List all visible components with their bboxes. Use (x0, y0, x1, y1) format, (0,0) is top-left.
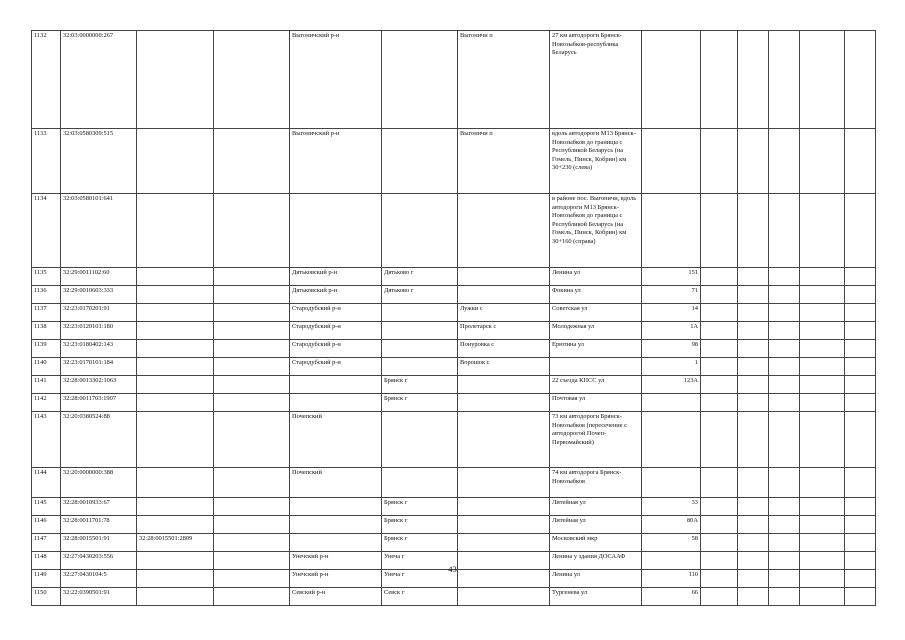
column-11-cell (701, 468, 738, 498)
column-13-cell (769, 31, 800, 129)
city-cell (382, 322, 458, 340)
column-4-cell (214, 286, 290, 304)
table-row (32, 322, 876, 340)
row-number-cell: 1143 (32, 412, 61, 468)
column-14-cell (800, 268, 845, 286)
settlement-cell (458, 194, 550, 268)
column-15-cell (845, 394, 876, 412)
street-cell: Литейная ул (550, 516, 642, 534)
house-number-cell: 14 (642, 304, 701, 322)
settlement-cell (458, 412, 550, 468)
street-cell: Московский мкр (550, 534, 642, 552)
house-number-cell: 151 (642, 268, 701, 286)
column-4-cell (214, 588, 290, 606)
table-row (32, 268, 876, 286)
row-number-cell: 1147 (32, 534, 61, 552)
settlement-cell (458, 394, 550, 412)
district-cell: Унечский р-н (290, 570, 382, 588)
column-13-cell (769, 588, 800, 606)
settlement-cell: Ворошок с (458, 358, 550, 376)
row-number-cell: 1149 (32, 570, 61, 588)
column-14-cell (800, 129, 845, 194)
column-13-cell (769, 412, 800, 468)
district-cell: Севский р-н (290, 588, 382, 606)
street-cell: в районе пос. Выгоничи, вдоль автодороги М13 Брянск- Новозыбков до границы с Республикой Беларусь (на Гомель, Пинск, Кобрин) км 30+160 (справа) (550, 194, 642, 268)
row-number-cell: 1139 (32, 340, 61, 358)
page-number: 43 (448, 564, 457, 574)
column-15-cell (845, 31, 876, 129)
district-cell: Дятьковский р-н (290, 286, 382, 304)
column-15-cell (845, 286, 876, 304)
column-4-cell (214, 498, 290, 516)
cadastral-number-cell: 32:23:0120101:180 (61, 322, 137, 340)
district-cell: Почепский (290, 468, 382, 498)
street-cell: 27 км автодороги Брянск-Новозыбков-республика Беларусь (550, 31, 642, 129)
district-cell: Стародубский р-н (290, 322, 382, 340)
column-14-cell (800, 468, 845, 498)
house-number-cell (642, 394, 701, 412)
column-12-cell (738, 129, 769, 194)
city-cell: Брянск г (382, 534, 458, 552)
column-4-cell (214, 304, 290, 322)
street-cell: 22 съезда КПСС ул (550, 376, 642, 394)
table-body (32, 31, 876, 606)
street-cell: вдоль автодороги М13 Брянск- Новозыбков до границы с Республикой Беларусь (на Гомель, Пинск, Кобрин) км 30+230 (слева) (550, 129, 642, 194)
column-11-cell (701, 322, 738, 340)
column-11-cell (701, 286, 738, 304)
street-cell: Ленина ул (550, 268, 642, 286)
column-12-cell (738, 588, 769, 606)
column-11-cell (701, 31, 738, 129)
city-cell (382, 129, 458, 194)
column-13-cell (769, 268, 800, 286)
column-14-cell (800, 516, 845, 534)
column-4-cell (214, 534, 290, 552)
cadastral-number-cell: 32:23:0180402:143 (61, 340, 137, 358)
city-cell: Дятьково г (382, 286, 458, 304)
settlement-cell: Пролетарск с (458, 322, 550, 340)
cadastral-number-cell: 32:03:0580309:515 (61, 129, 137, 194)
cadastral-number-2-cell (137, 516, 214, 534)
row-number-cell: 1138 (32, 322, 61, 340)
city-cell: Севск г (382, 588, 458, 606)
column-11-cell (701, 304, 738, 322)
house-number-cell: 110 (642, 570, 701, 588)
settlement-cell (458, 588, 550, 606)
column-12-cell (738, 268, 769, 286)
house-number-cell: 58 (642, 534, 701, 552)
column-14-cell (800, 534, 845, 552)
column-14-cell (800, 194, 845, 268)
cadastral-number-2-cell (137, 194, 214, 268)
street-cell: Фокина ул (550, 286, 642, 304)
column-13-cell (769, 129, 800, 194)
row-number-cell: 1146 (32, 516, 61, 534)
column-11-cell (701, 516, 738, 534)
column-15-cell (845, 322, 876, 340)
settlement-cell (458, 498, 550, 516)
row-number-cell: 1150 (32, 588, 61, 606)
district-cell (290, 376, 382, 394)
cadastral-number-2-cell (137, 358, 214, 376)
cadastral-number-2-cell (137, 376, 214, 394)
column-12-cell (738, 468, 769, 498)
cadastral-number-2-cell (137, 468, 214, 498)
settlement-cell (458, 286, 550, 304)
city-cell (382, 468, 458, 498)
column-13-cell (769, 304, 800, 322)
table-row (32, 340, 876, 358)
column-12-cell (738, 516, 769, 534)
column-15-cell (845, 268, 876, 286)
column-4-cell (214, 516, 290, 534)
cadastral-number-2-cell (137, 340, 214, 358)
cadastral-number-cell: 32:03:0000000:267 (61, 31, 137, 129)
column-12-cell (738, 358, 769, 376)
district-cell (290, 194, 382, 268)
cadastral-number-cell: 32:23:0170201:91 (61, 304, 137, 322)
district-cell: Стародубский р-н (290, 358, 382, 376)
row-number-cell: 1132 (32, 31, 61, 129)
cadastral-number-cell: 32:22:0390501:91 (61, 588, 137, 606)
column-15-cell (845, 588, 876, 606)
column-13-cell (769, 468, 800, 498)
street-cell: Почтовая ул (550, 394, 642, 412)
column-12-cell (738, 534, 769, 552)
city-cell: Брянск г (382, 394, 458, 412)
cadastral-number-2-cell (137, 304, 214, 322)
cadastral-number-cell: 32:20:0000000:388 (61, 468, 137, 498)
column-11-cell (701, 498, 738, 516)
city-cell (382, 340, 458, 358)
column-15-cell (845, 194, 876, 268)
table-row (32, 588, 876, 606)
column-13-cell (769, 286, 800, 304)
table-row (32, 358, 876, 376)
table-row (32, 194, 876, 268)
table-row (32, 498, 876, 516)
table-row (32, 31, 876, 129)
city-cell: Унеча г (382, 552, 458, 570)
column-12-cell (738, 340, 769, 358)
column-13-cell (769, 498, 800, 516)
column-15-cell (845, 468, 876, 498)
house-number-cell (642, 194, 701, 268)
cadastral-number-cell: 32:03:0580101:641 (61, 194, 137, 268)
column-11-cell (701, 376, 738, 394)
settlement-cell: Лужки с (458, 304, 550, 322)
cadastral-number-2-cell: 32:28:0015501:2809 (137, 534, 214, 552)
street-cell: 74 км автодорога Брянск-Новозыбков (550, 468, 642, 498)
cadastral-number-cell: 32:28:0015501:91 (61, 534, 137, 552)
column-13-cell (769, 340, 800, 358)
district-cell: Стародубский р-н (290, 304, 382, 322)
house-number-cell (642, 412, 701, 468)
house-number-cell: 98 (642, 340, 701, 358)
column-4-cell (214, 412, 290, 468)
table-row (32, 394, 876, 412)
settlement-cell (458, 268, 550, 286)
cadastral-number-cell: 32:27:0430203:556 (61, 552, 137, 570)
column-4-cell (214, 376, 290, 394)
cadastral-number-2-cell (137, 394, 214, 412)
street-cell: 73 км автодороги Брянск-Новозыбков (пересечение с автодорогой Почеп-Первомайский) (550, 412, 642, 468)
column-15-cell (845, 498, 876, 516)
column-12-cell (738, 498, 769, 516)
row-number-cell: 1148 (32, 552, 61, 570)
column-14-cell (800, 394, 845, 412)
cadastral-number-cell: 32:28:0011703:1907 (61, 394, 137, 412)
cadastral-number-2-cell (137, 129, 214, 194)
street-cell: Ленина у здания ДОСААФ (550, 552, 642, 570)
city-cell (382, 304, 458, 322)
column-12-cell (738, 412, 769, 468)
house-number-cell: 71 (642, 286, 701, 304)
column-15-cell (845, 412, 876, 468)
house-number-cell (642, 129, 701, 194)
district-cell (290, 498, 382, 516)
city-cell: Брянск г (382, 376, 458, 394)
column-13-cell (769, 394, 800, 412)
table-row (32, 129, 876, 194)
column-13-cell (769, 194, 800, 268)
row-number-cell: 1136 (32, 286, 61, 304)
column-14-cell (800, 340, 845, 358)
city-cell (382, 358, 458, 376)
table-row (32, 304, 876, 322)
settlement-cell: Выгоничи п (458, 31, 550, 129)
column-11-cell (701, 129, 738, 194)
column-4-cell (214, 129, 290, 194)
house-number-cell: 1А (642, 322, 701, 340)
cadastral-number-2-cell (137, 268, 214, 286)
district-cell: Дятьковский р-н (290, 268, 382, 286)
row-number-cell: 1145 (32, 498, 61, 516)
cadastral-number-cell: 32:23:0170101:184 (61, 358, 137, 376)
district-cell: Выгоничский р-н (290, 129, 382, 194)
column-13-cell (769, 516, 800, 534)
cadastral-number-2-cell (137, 286, 214, 304)
district-cell: Почепский (290, 412, 382, 468)
table-row (32, 412, 876, 468)
city-cell: Брянск г (382, 516, 458, 534)
column-11-cell (701, 194, 738, 268)
column-15-cell (845, 340, 876, 358)
column-15-cell (845, 534, 876, 552)
column-4-cell (214, 194, 290, 268)
house-number-cell: 1 (642, 358, 701, 376)
cadastral-number-cell: 32:20:0380524:88 (61, 412, 137, 468)
column-12-cell (738, 194, 769, 268)
house-number-cell (642, 468, 701, 498)
cadastral-number-cell: 32:28:0010933:67 (61, 498, 137, 516)
row-number-cell: 1141 (32, 376, 61, 394)
column-14-cell (800, 286, 845, 304)
column-15-cell (845, 358, 876, 376)
cadastral-number-2-cell (137, 322, 214, 340)
registry-table (31, 30, 876, 606)
city-cell (382, 31, 458, 129)
house-number-cell: 123А (642, 376, 701, 394)
cadastral-number-cell: 32:27:0430104:5 (61, 570, 137, 588)
column-14-cell (800, 304, 845, 322)
column-11-cell (701, 394, 738, 412)
street-cell: Ленина ул (550, 570, 642, 588)
column-4-cell (214, 268, 290, 286)
settlement-cell (458, 534, 550, 552)
column-13-cell (769, 358, 800, 376)
house-number-cell (642, 31, 701, 129)
city-cell: Дятьково г (382, 268, 458, 286)
column-12-cell (738, 376, 769, 394)
settlement-cell (458, 516, 550, 534)
city-cell (382, 194, 458, 268)
column-14-cell (800, 376, 845, 394)
cadastral-number-cell: 32:29:0011102:60 (61, 268, 137, 286)
district-cell: Выгоничский р-н (290, 31, 382, 129)
cadastral-number-2-cell (137, 31, 214, 129)
column-4-cell (214, 468, 290, 498)
district-cell (290, 394, 382, 412)
city-cell: Брянск г (382, 498, 458, 516)
column-14-cell (800, 498, 845, 516)
row-number-cell: 1144 (32, 468, 61, 498)
column-12-cell (738, 322, 769, 340)
street-cell: Литейная ул (550, 498, 642, 516)
row-number-cell: 1137 (32, 304, 61, 322)
row-number-cell: 1134 (32, 194, 61, 268)
column-11-cell (701, 534, 738, 552)
column-4-cell (214, 31, 290, 129)
column-15-cell (845, 516, 876, 534)
row-number-cell: 1142 (32, 394, 61, 412)
district-cell (290, 534, 382, 552)
district-cell: Стародубский р-н (290, 340, 382, 358)
settlement-cell: Понуровка с (458, 340, 550, 358)
column-13-cell (769, 322, 800, 340)
column-4-cell (214, 394, 290, 412)
settlement-cell (458, 376, 550, 394)
district-cell (290, 516, 382, 534)
cadastral-number-2-cell (137, 412, 214, 468)
house-number-cell: 80А (642, 516, 701, 534)
cadastral-number-cell: 32:28:0011701:78 (61, 516, 137, 534)
column-11-cell (701, 358, 738, 376)
table-row (32, 286, 876, 304)
cadastral-number-cell: 32:28:0013302:1063 (61, 376, 137, 394)
column-11-cell (701, 340, 738, 358)
cadastral-number-cell: 32:29:0010603:333 (61, 286, 137, 304)
column-14-cell (800, 322, 845, 340)
street-cell: Ерютина ул (550, 340, 642, 358)
settlement-cell (458, 468, 550, 498)
cadastral-number-2-cell (137, 498, 214, 516)
settlement-cell: Выгоничи п (458, 129, 550, 194)
column-11-cell (701, 588, 738, 606)
row-number-cell: 1135 (32, 268, 61, 286)
cadastral-number-2-cell (137, 588, 214, 606)
street-cell: Молодежная ул (550, 322, 642, 340)
city-cell: Унеча г (382, 570, 458, 588)
column-14-cell (800, 412, 845, 468)
table-row (32, 376, 876, 394)
column-15-cell (845, 376, 876, 394)
street-cell: Тургенева ул (550, 588, 642, 606)
column-4-cell (214, 322, 290, 340)
house-number-cell: 33 (642, 498, 701, 516)
column-14-cell (800, 31, 845, 129)
column-14-cell (800, 358, 845, 376)
district-cell: Унечский р-н (290, 552, 382, 570)
table-row (32, 516, 876, 534)
column-4-cell (214, 358, 290, 376)
column-12-cell (738, 286, 769, 304)
column-13-cell (769, 534, 800, 552)
column-12-cell (738, 304, 769, 322)
column-11-cell (701, 268, 738, 286)
street-cell: Советская ул (550, 304, 642, 322)
column-12-cell (738, 31, 769, 129)
column-11-cell (701, 412, 738, 468)
row-number-cell: 1140 (32, 358, 61, 376)
column-12-cell (738, 394, 769, 412)
table-row (32, 534, 876, 552)
table-row (32, 468, 876, 498)
house-number-cell: 66 (642, 588, 701, 606)
column-15-cell (845, 129, 876, 194)
street-cell (550, 358, 642, 376)
column-4-cell (214, 340, 290, 358)
column-13-cell (769, 376, 800, 394)
row-number-cell: 1133 (32, 129, 61, 194)
city-cell (382, 412, 458, 468)
column-14-cell (800, 588, 845, 606)
column-15-cell (845, 304, 876, 322)
